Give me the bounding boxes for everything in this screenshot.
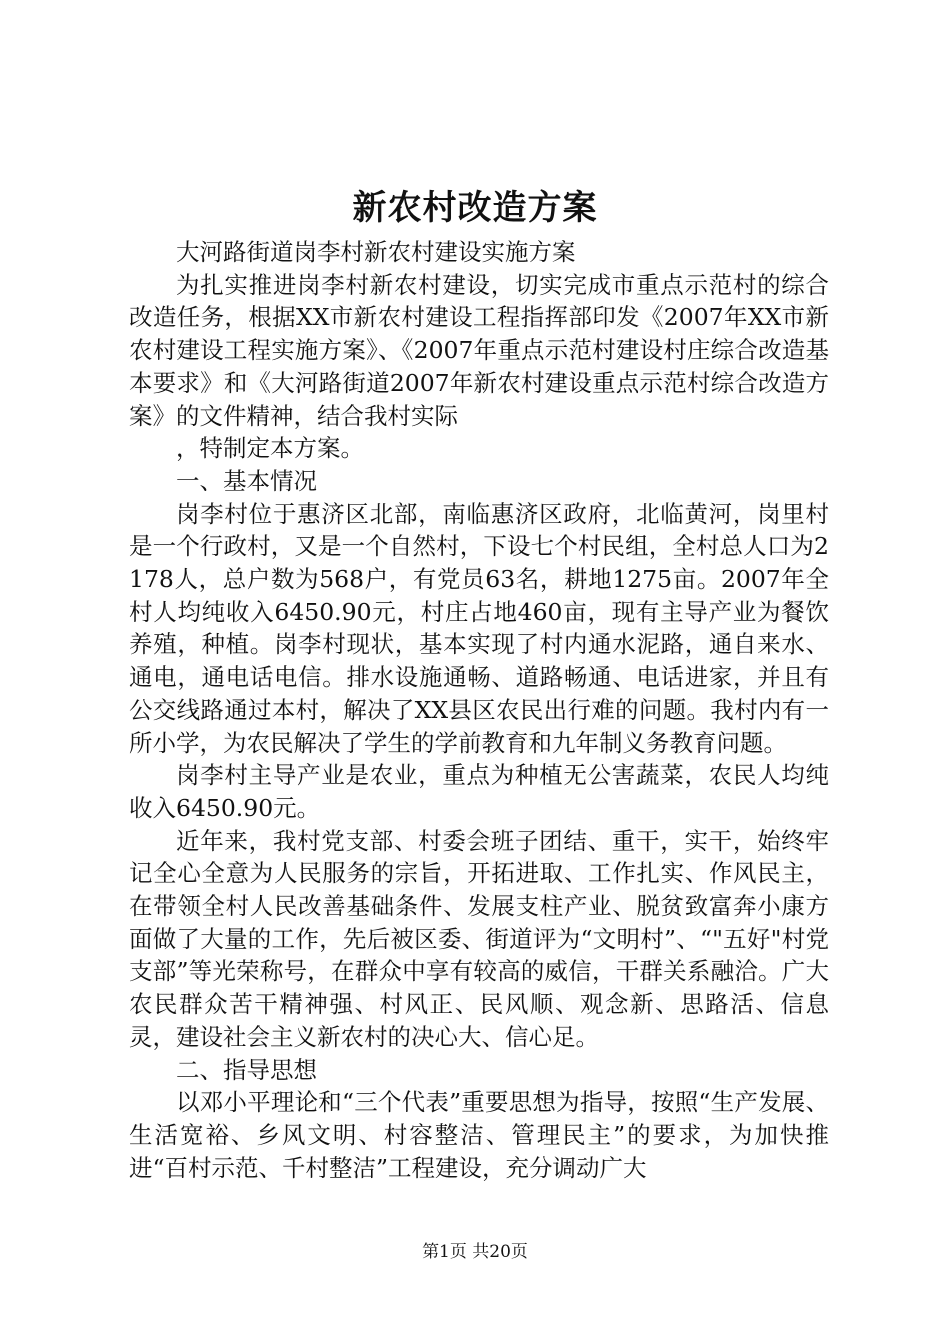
main-industry-paragraph: 岗李村主导产业是农业，重点为种植无公害蔬菜，农民人均纯收入6450.90元。 (129, 761, 829, 822)
document-body (129, 236, 829, 1184)
guiding-ideology-paragraph: 以邓小平理论和“三个代表”重要思想为指导，按照“生产发展、生活宽裕、乡风文明、村容整洁、管理民主”的要求，为加快推进“百村示范、千村整洁”工程建设，充分调动广大 (129, 1088, 829, 1182)
recent-years-paragraph: 近年来，我村党支部、村委会班子团结、重干，实干，始终牢记全心全意为人民服务的宗旨，开拓进取、工作扎实、作风民主，在带领全村人民改善基础条件、发展支柱产业、脱贫致富奔小康方面做了大量的工作，先后被区委、街道评为“文明村”、“"五好"村党支部”等光荣称号，在群众中享有较高的威信，干群关系融洽。广大农民群众苦干精神强、村风正、民风顺、观念新、思路活、信息灵，建设社会主义新农村的决心大、信心足。 (129, 826, 829, 1051)
page-footer: 第1页 共20页 (422, 1242, 528, 1262)
section-heading-basic-situation: 一、基本情况 (176, 466, 317, 495)
section-heading-guiding-ideology: 二、指导思想 (176, 1055, 317, 1084)
basic-situation-paragraph: 岗李村位于惠济区北部，南临惠济区政府，北临黄河，岗里村是一个行政村，又是一个自然村，下设七个村民组，全村总人口为2178人，总户数为568户，有党员63名，耕地1275亩。2007年全村人均纯收入6450.90元，村庄占地460亩，现有主导产业为餐饮养殖，种植。岗李村现状，基本实现了村内通水泥路，通自来水、通电，通电话电信。排水设施通畅、道路畅通、电话进家，并且有公交线路通过本村，解决了XX县区农民出行难的问题。我村内有一所小学，为农民解决了学生的学前教育和九年制义务教育问题。 (129, 499, 829, 757)
subtitle-paragraph: 大河路街道岗李村新农村建设实施方案 (176, 238, 576, 266)
document-title: 新农村改造方案 (352, 188, 598, 228)
intro-paragraph: 为扎实推进岗李村新农村建设，切实完成市重点示范村的综合改造任务，根据XX市新农村建设工程指挥部印发《2007年XX市新农村建设工程实施方案》、《2007年重点示范村建设村庄综合改造基本要求》和《大河路街道2007年新农村建设重点示范村综合改造方案》的文件精神，结合我村实际 (129, 270, 829, 430)
intro-continuation-paragraph: ，特制定本方案。 (176, 434, 364, 463)
